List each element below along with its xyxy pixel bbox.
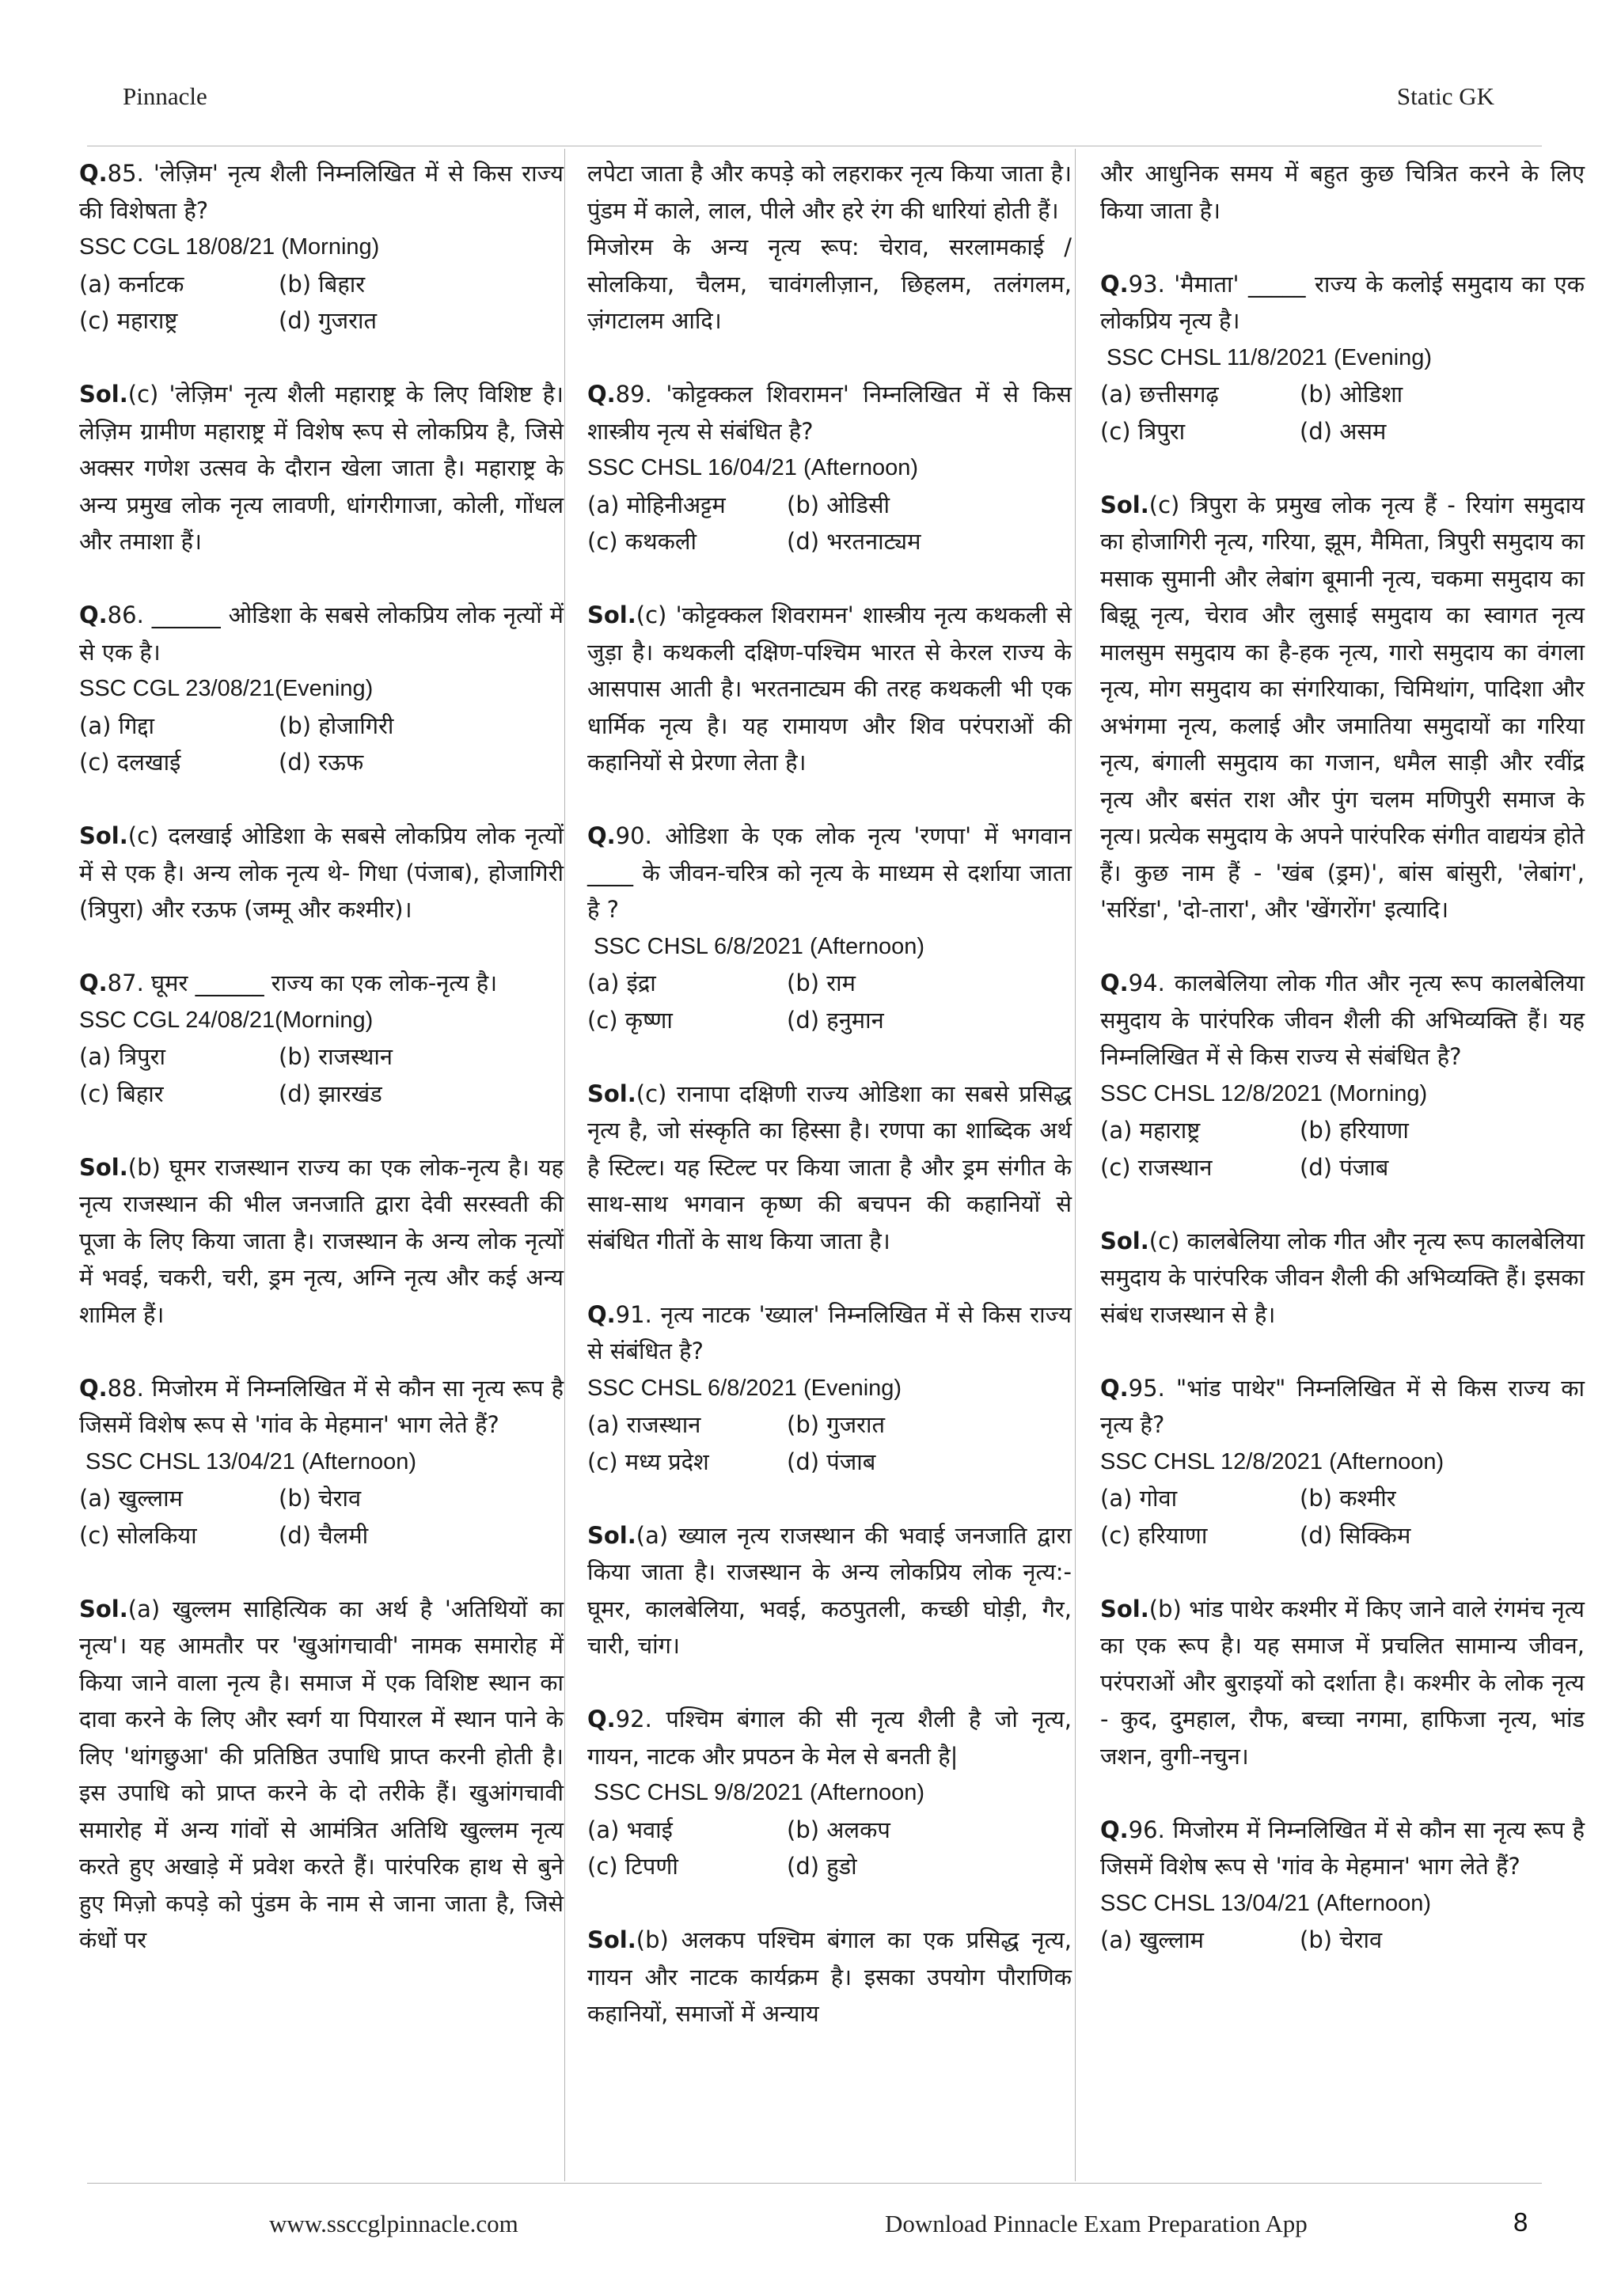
exam-reference: SSC CHSL 13/04/21 (Afternoon) [1100,1890,1432,1916]
solution-label: Sol. [79,1153,128,1181]
header-subject: Static GK [1396,82,1494,110]
option-b: (b) कश्मीर [1300,1485,1396,1512]
solution-92 [587,1922,1072,2032]
question-label: Q. [79,970,108,996]
option-d: (d) गुजरात [279,307,378,334]
question-label: Q. [587,822,616,849]
solution-87 [79,1149,564,1334]
option-a: (a) त्रिपुरा [79,1043,165,1070]
options [79,1038,564,1112]
solution-88-continued: लपेटा जाता है और कपड़े को लहराकर नृत्य किया जाता है। पुंडम में काले, लाल, पीले और हरे रंग की धारियां होती हैं। [587,160,1072,224]
options [587,965,1072,1038]
question-92 [587,1701,1072,1885]
solution-95 [1100,1591,1585,1775]
question-text: 94. कालबेलिया लोक गीत और नृत्य रूप कालबेलिया समुदाय के पारंपरिक जीवन शैली की अभिव्यक्ति हैं। यह निम्नलिखित में से किस राज्य से संबंधित है? [1100,970,1585,1070]
column-divider-1 [564,149,565,2181]
question-85 [79,155,564,340]
option-d: (d) भरतनाट्यम [787,528,921,555]
question-label: Q. [1100,970,1129,996]
question-label: Q. [79,1374,108,1402]
question-label: Q. [1100,1816,1129,1843]
question-text: 92. पश्चिम बंगाल की सी नृत्य शैली है जो नृत्य, गायन, नाटक और प्रपठन के मेल से बनती है| [587,1706,1072,1770]
exam-reference: SSC CGL 23/08/21(Evening) [79,676,374,701]
option-a: (a) मोहिनीअट्टम [587,491,726,518]
option-b: (b) गुजरात [787,1411,886,1438]
question-text: 86. ______ ओडिशा के सबसे लोकप्रिय लोक नृत्यों में से एक है। [79,602,564,666]
option-a: (a) गोवा [1100,1485,1178,1512]
solution-label: Sol. [587,602,636,628]
page-number: 8 [1513,2207,1528,2237]
question-text: 87. घूमर ______ राज्य का एक लोक-नृत्य है। [107,970,498,996]
exam-reference: SSC CGL 18/08/21 (Morning) [79,234,380,260]
option-d: (d) असम [1300,417,1387,445]
solution-86 [79,818,564,928]
options [587,1406,1072,1480]
options [1100,1922,1585,1959]
question-91 [587,1296,1072,1481]
option-d: (d) पंजाब [1300,1153,1389,1181]
column-1 [79,155,564,1959]
question-89 [587,376,1072,560]
question-text: 93. 'मैमाता' _____ राज्य के कलोई समुदाय का एक लोकप्रिय नृत्य है। [1100,270,1585,334]
question-label: Q. [587,1300,616,1328]
question-text: 90. ओडिशा के एक लोक नृत्य 'रणपा' में भगवान ____ के जीवन-चरित्र को नृत्य के माध्यम से दर्शाया जाता है ? [587,822,1072,923]
exam-reference: SSC CGL 24/08/21(Morning) [79,1007,374,1033]
option-a: (a) भवाई [587,1816,673,1843]
question-93 [1100,266,1585,450]
solution-text: (b) अलकप पश्चिम बंगाल का एक प्रसिद्ध नृत्य, गायन और नाटक कार्यक्रम है। इसका उपयोग पौराणिक कहानियों, समाजों में अन्याय [587,1926,1072,2027]
footer-divider [87,2183,1542,2184]
option-d: (d) हुडो [787,1853,857,1880]
option-b: (b) अलकप [787,1816,890,1843]
solution-88 [79,1591,564,1959]
solution-text: (c) कालबेलिया लोक गीत और नृत्य रूप कालबेलिया समुदाय के पारंपरिक जीवन शैली की अभिव्यक्ति हैं। इसका संबंध राजस्थान से है। [1100,1227,1585,1328]
solution-94 [1100,1223,1585,1334]
exam-reference: SSC CHSL 6/8/2021 (Afternoon) [594,933,925,959]
column-divider-2 [1075,149,1076,2181]
option-b: (b) राजस्थान [279,1043,393,1070]
exam-reference: SSC CHSL 12/8/2021 (Morning) [1100,1080,1428,1106]
option-c: (c) दलखाई [79,749,181,776]
option-d: (d) रऊफ [279,749,364,776]
solution-89 [587,597,1072,781]
solution-label: Sol. [79,381,128,408]
option-c: (c) टिपणी [587,1853,678,1880]
question-label: Q. [587,381,616,408]
option-c: (c) हरियाणा [1100,1521,1208,1549]
option-c: (c) सोलकिया [79,1521,197,1549]
column-3 [1100,155,1585,1959]
solution-text: (c) 'कोट्टक्कल शिवरामन' शास्त्रीय नृत्य कथकली से जुड़ा है। कथकली दक्षिण-पश्चिम भारत से केरल राज्य के आसपास आती है। भरतनाट्यम की तरह कथकली भी एक धार्मिक नृत्य है। यह रामायण और शिव परंपराओं की कहानियों से प्रेरणा लेता है। [587,602,1072,776]
question-96 [1100,1812,1585,1959]
solution-label: Sol. [587,1080,636,1107]
option-b: (b) होजागिरी [279,712,394,739]
solution-label: Sol. [1100,1227,1149,1254]
option-b: (b) राम [787,970,856,996]
header-brand: Pinnacle [123,82,207,110]
column-2 [587,155,1072,2032]
question-86 [79,597,564,781]
solution-text: (a) ख्याल नृत्य राजस्थान की भवाई जनजाति द्वारा किया जाता है। राजस्थान के अन्य लोकप्रिय लोक नृत्य:- घूमर, कालबेलिया, भवई, कठपुतली, कच्छी घोड़ी, गैर, चारी, चांग। [587,1521,1072,1659]
option-a: (a) राजस्थान [587,1411,701,1438]
options [1100,1480,1585,1554]
question-label: Q. [1100,1374,1129,1402]
options [587,487,1072,560]
option-d: (d) चैलमी [279,1521,369,1549]
options [1100,1112,1585,1186]
exam-reference: SSC CHSL 13/04/21 (Afternoon) [85,1448,417,1474]
solution-85 [79,376,564,560]
solution-91 [587,1517,1072,1664]
footer-app-promo: Download Pinnacle Exam Preparation App [885,2210,1308,2237]
question-label: Q. [79,160,108,187]
exam-reference: SSC CHSL 6/8/2021 (Evening) [587,1375,902,1401]
options [79,708,564,781]
solution-text: (c) रानापा दक्षिणी राज्य ओडिशा का सबसे प्रसिद्ध नृत्य है, जो संस्कृति का हिस्सा है। रणपा का शाब्दिक अर्थ है स्टिल्ट। यह स्टिल्ट पर किया जाता है और ड्रम संगीत के साथ-साथ भगवान कृष्ण की बचपन की कहानियों से संबंधित गीतों के साथ किया जाता है। [587,1080,1072,1254]
question-90 [587,818,1072,1038]
option-c: (c) त्रिपुरा [1100,417,1186,445]
question-text: 89. 'कोट्टक्कल शिवरामन' निम्नलिखित में से किस शास्त्रीय नृत्य से संबंधित है? [587,381,1072,445]
option-c: (c) राजस्थान [1100,1153,1213,1181]
question-label: Q. [1100,270,1129,298]
solution-label: Sol. [79,822,128,849]
options [587,1812,1072,1885]
option-a: (a) महाराष्ट्र [1100,1117,1201,1144]
option-b: (b) बिहार [279,270,366,298]
option-a: (a) इंद्रा [587,970,656,996]
question-label: Q. [587,1706,616,1732]
solution-text: (b) भांड पाथेर कश्मीर में किए जाने वाले रंगमंच नृत्य का एक रूप है। यह समाज में प्रचलित सामान्य जीवन, परंपराओं और बुराइयों को दर्शाता है। कश्मीर के लोक नृत्य - कुद, दुमहाल, रौफ, बच्चा नगमा, हाफिजा नृत्य, भांड जशन, वुगी-नचुन। [1100,1595,1585,1770]
option-c: (c) बिहार [79,1080,164,1107]
option-a: (a) खुल्लाम [79,1485,183,1512]
option-a: (a) गिद्दा [79,712,155,739]
question-95 [1100,1370,1585,1554]
exam-reference: SSC CHSL 12/8/2021 (Afternoon) [1100,1448,1444,1474]
option-d: (d) झारखंड [279,1080,382,1107]
solution-text: (b) घूमर राजस्थान राज्य का एक लोक-नृत्य है। यह नृत्य राजस्थान की भील जनजाति द्वारा देवी सरस्वती की पूजा के लिए किया जाता है। राजस्थान के अन्य लोक नृत्यों में भवई, चकरी, चरी, ड्रम नृत्य, अग्नि नृत्य और कई अन्य शामिल हैं। [79,1153,564,1328]
exam-reference: SSC CHSL 16/04/21 (Afternoon) [587,455,919,480]
question-text: 91. नृत्य नाटक 'ख्याल' निम्नलिखित में से किस राज्य से संबंधित है? [587,1300,1072,1364]
solution-label: Sol. [79,1595,128,1622]
solution-93 [1100,487,1585,928]
option-b: (b) चेराव [279,1485,362,1512]
option-c: (c) कथकली [587,528,697,555]
solution-90 [587,1076,1072,1260]
solution-text: (c) 'लेज़िम' नृत्य शैली महाराष्ट्र के लिए विशिष्ट है। लेज़िम ग्रामीण महाराष्ट्र में विशेष रूप से लोकप्रिय है, जिसे अक्सर गणेश उत्सव के दौरान खेला जाता है। महाराष्ट्र के अन्य प्रमुख लोक नृत्य लावणी, धांगरीगाजा, कोली, गोंधल और तमाशा हैं। [79,381,564,555]
option-d: (d) सिक्किम [1300,1521,1411,1549]
solution-text: (c) दलखाई ओडिशा के सबसे लोकप्रिय लोक नृत्यों में से एक है। अन्य लोक नृत्य थे- गिधा (पंजाब), होजागिरी (त्रिपुरा) और रऊफ (जम्मू और कश्मीर)। [79,822,564,923]
solution-88-other-dances: मिजोरम के अन्य नृत्य रूप: चेराव, सरलामकाई / सोलकिया, चैलम, चावंगलीज़ान, छिहलम, तलंगलम, ज़ंगटालम आदि। [587,233,1072,334]
options [1100,376,1585,450]
solution-text: (a) खुल्लम साहित्यिक का अर्थ है 'अतिथियों का नृत्य'। यह आमतौर पर 'खुआंगचावी' नामक समारोह में किया जाने वाला नृत्य है। समाज में एक विशिष्ट स्थान का दावा करने के लिए और स्वर्ग या पियारल में स्थान पाने के लिए 'थांगछुआ' की प्रतिष्ठित उपाधि प्राप्त करनी होती है। इस उपाधि को प्राप्त करने के दो तरीके हैं। खुआंगचावी समारोह में अन्य गांवों से आमंत्रित अतिथि खुल्लम नृत्य करते हुए अखाड़े में प्रवेश करते हैं। पारंपरिक हाथ से बुने हुए मिज़ो कपड़े को पुंडम के नाम से जाना जाता है, जिसे कंधों पर [79,1595,564,1953]
option-d: (d) हनुमान [787,1006,884,1034]
options [79,1480,564,1554]
option-a: (a) छत्तीसगढ़ [1100,381,1219,408]
option-a: (a) कर्नाटक [79,270,184,298]
question-94 [1100,965,1585,1186]
solution-label: Sol. [587,1521,636,1549]
question-label: Q. [79,602,108,628]
question-text: 95. "भांड पाथेर" निम्नलिखित में से किस राज्य का नृत्य है? [1100,1374,1585,1438]
question-text: 85. 'लेज़िम' नृत्य शैली निम्नलिखित में से किस राज्य की विशेषता है? [79,160,564,224]
footer-website-link[interactable]: www.ssccglpinnacle.com [269,2210,518,2237]
solution-92-continued: और आधुनिक समय में बहुत कुछ चित्रित करने के लिए किया जाता है। [1100,160,1585,224]
option-a: (a) खुल्लाम [1100,1926,1204,1953]
exam-reference: SSC CHSL 11/8/2021 (Evening) [1107,344,1433,370]
exam-reference: SSC CHSL 9/8/2021 (Afternoon) [594,1780,925,1805]
question-88 [79,1370,564,1554]
option-d: (d) पंजाब [787,1448,876,1475]
option-b: (b) ओडिसी [787,491,890,518]
question-87 [79,965,564,1112]
solution-label: Sol. [1100,1595,1149,1622]
options [79,266,564,340]
option-b: (b) ओडिशा [1300,381,1403,408]
option-b: (b) हरियाणा [1300,1117,1409,1144]
solution-label: Sol. [587,1926,636,1953]
solution-text: (c) त्रिपुरा के प्रमुख लोक नृत्य हैं - रियांग समुदाय का होजागिरी नृत्य, गरिया, झूम, मैमिता, त्रिपुरी समुदाय का मसाक सुमानी और लेबांग बूमानी नृत्य, चकमा समुदाय का बिझू नृत्य, चेराव और लुसाई समुदाय का स्वागत नृत्य मालसुम समुदाय का है-हक नृत्य, गारो समुदाय का वंगला नृत्य, मोग समुदाय का संगरियाका, चिमिथांग, पादिशा और अभंगमा नृत्य, कलाई और जमातिया समुदायों का गरिया नृत्य, बंगाली समुदाय का गजान, धमैल साड़ी और रवींद्र नृत्य और बसंत राश और पुंग चलम मणिपुरी समाज के नृत्य। प्रत्येक समुदाय के अपने पारंपरिक संगीत वाद्ययंत्र होते हैं। कुछ नाम हैं - 'खंब (ड्रम)', बांस बांसुरी, 'लेबांग', 'सरिंडा', 'दो-तारा', और 'खेंगरोंग' इत्यादि। [1100,491,1585,923]
option-c: (c) मध्य प्रदेश [587,1448,709,1475]
option-c: (c) महाराष्ट्र [79,307,178,334]
option-b: (b) चेराव [1300,1926,1383,1953]
question-text: 96. मिजोरम में निम्नलिखित में से कौन सा नृत्य रूप है जिसमें विशेष रूप से 'गांव के मेहमान' भाग लेते हैं? [1100,1816,1585,1880]
solution-label: Sol. [1100,491,1149,518]
question-text: 88. मिजोरम में निम्नलिखित में से कौन सा नृत्य रूप है जिसमें विशेष रूप से 'गांव के मेहमान' भाग लेते हैं? [79,1374,564,1438]
option-c: (c) कृष्णा [587,1006,673,1034]
